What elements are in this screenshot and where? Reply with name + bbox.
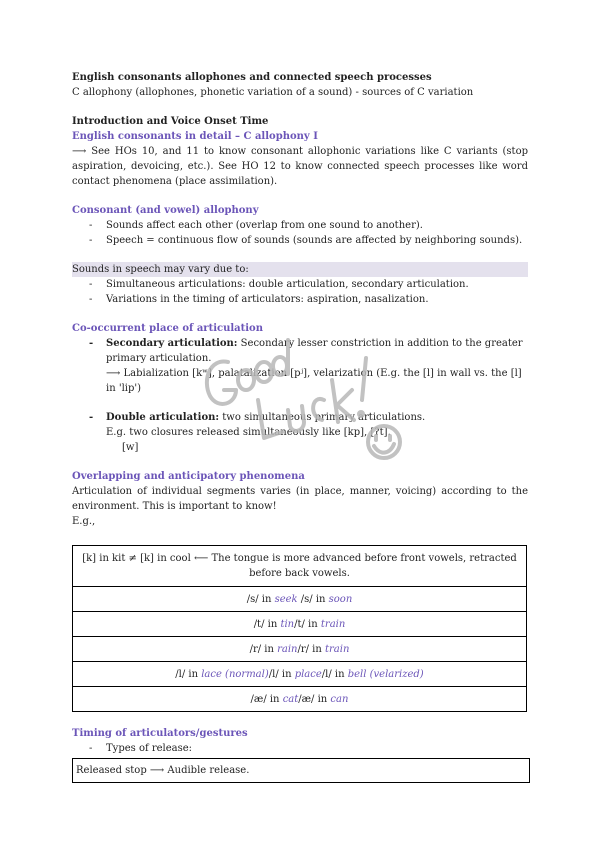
examples-table xyxy=(72,545,527,712)
list-item: - Sounds affect each other (overlap from one sound to another). xyxy=(72,218,528,233)
table-cell xyxy=(73,662,527,687)
release-box: Released stop ⟶ Audible release. xyxy=(72,758,530,783)
table-cell xyxy=(73,687,527,712)
list-item: - Simultaneous articulations: double articulation, secondary articulation. xyxy=(72,277,528,292)
intro-text: ⟶ See HOs 10, and 11 to know consonant allophonic variations like C variants (stop aspiration, devoicing, etc.). See HO 12 to know connected speech processes like word contact phenomena (place assimilation). xyxy=(72,146,528,187)
table-row xyxy=(73,662,527,687)
intro-heading: Introduction and Voice Onset Time xyxy=(72,116,269,127)
cell-word: place xyxy=(294,668,322,680)
cell-text: /r/ in xyxy=(249,643,278,655)
cell-text: /s/ in xyxy=(297,593,329,605)
double-label: Double articulation: xyxy=(106,412,220,423)
allophony-list xyxy=(72,218,528,248)
double-list xyxy=(72,410,528,455)
table-row xyxy=(73,546,527,587)
cell-word: cat xyxy=(282,693,299,705)
cooccurrent-heading: Co-occurrent place of articulation xyxy=(72,323,263,334)
cell-text: /t/ in xyxy=(294,618,321,630)
table-cell xyxy=(73,587,527,612)
list-item: - Variations in the timing of articulators: aspiration, nasalization. xyxy=(72,292,528,307)
intro-subheading: English consonants in detail – C allophony I xyxy=(72,131,318,142)
cell-text: /l/ in xyxy=(175,668,202,680)
cell-text: /s/ in xyxy=(246,593,275,605)
cell-text: /r/ in xyxy=(297,643,325,655)
cell-text: /l/ in xyxy=(321,668,348,680)
cell-text: /t/ in xyxy=(253,618,281,630)
doc-subtitle: C allophony (allophones, phonetic variation of a sound) - sources of C variation xyxy=(72,87,474,98)
cell-text: /æ/ in xyxy=(250,693,283,705)
cell-word: soon xyxy=(328,593,353,605)
timing-heading: Timing of articulators/gestures xyxy=(72,728,248,739)
cell-text: /l/ in xyxy=(268,668,295,680)
allophony-heading: Consonant (and vowel) allophony xyxy=(72,205,259,216)
double-extra: [w] xyxy=(122,442,139,453)
secondary-text: Secondary lesser constriction in addition to the greater primary articulation. xyxy=(106,338,523,364)
overlap-heading: Overlapping and anticipatory phenomena xyxy=(72,471,305,482)
cell-word: seek xyxy=(274,593,298,605)
document-page xyxy=(72,70,528,783)
table-row xyxy=(73,637,527,662)
table-cell xyxy=(73,612,527,637)
secondary-detail: ⟶ Labialization [kʷ], palatalization [pʲ], velarization (E.g. the [l] in wall vs. the [l] in 'lip') xyxy=(106,368,522,394)
cell-word: bell (velarized) xyxy=(347,668,424,680)
cell-word: can xyxy=(330,693,349,705)
cell-text: /æ/ in xyxy=(298,693,331,705)
vary-list xyxy=(72,277,528,307)
list-item: - Types of release: xyxy=(72,741,528,756)
cell-word: tin xyxy=(280,618,295,630)
table-cell xyxy=(73,637,527,662)
cooccurrent-list xyxy=(72,336,528,396)
table-row xyxy=(73,587,527,612)
overlap-text: Articulation of individual segments varies (in place, manner, voicing) according to the environment. This is important to know! xyxy=(72,486,528,512)
doc-title: English consonants allophones and connected speech processes xyxy=(72,72,432,83)
list-item xyxy=(72,410,528,455)
cell-word: rain xyxy=(277,643,298,655)
vary-heading: Sounds in speech may vary due to: xyxy=(72,262,528,277)
secondary-label: Secondary articulation: xyxy=(106,338,238,349)
list-item xyxy=(72,336,528,396)
double-example: E.g. two closures released simultaneously like [kp], [ʔt]. xyxy=(106,427,391,438)
timing-list xyxy=(72,741,528,756)
cell-word: train xyxy=(320,618,346,630)
cell-word: train xyxy=(325,643,350,655)
cell-word: lace (normal) xyxy=(201,668,269,680)
table-row xyxy=(73,687,527,712)
list-item: - Speech = continuous flow of sounds (sounds are affected by neighboring sounds). xyxy=(72,233,528,248)
table-cell: [k] in kit ≠ [k] in cool ⟵ The tongue is more advanced before front vowels, retracted before back vowels. xyxy=(73,546,527,587)
table-row xyxy=(73,612,527,637)
overlap-eg: E.g., xyxy=(72,516,96,527)
double-text: two simultaneous primary articulations. xyxy=(219,412,426,423)
